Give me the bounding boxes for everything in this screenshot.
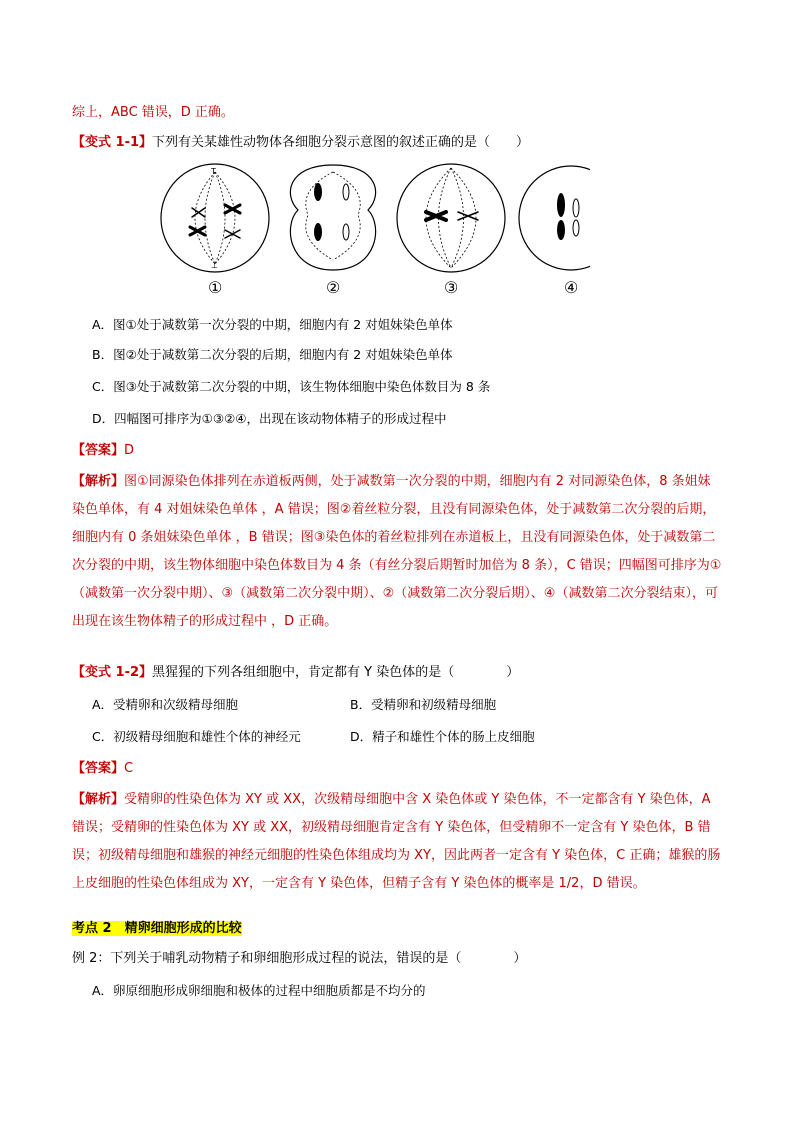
figure-label-4: ④ xyxy=(564,278,579,297)
question-2-tag: 【变式 1-2】 xyxy=(72,665,153,680)
q2-option-d: D．精子和雄性个体的肠上皮细胞 xyxy=(350,729,535,744)
q1-option-d: D．四幅图可排序为①③②④，出现在该动物体精子的形成过程中 xyxy=(92,411,447,426)
svg-text:T: T xyxy=(211,167,216,176)
q2-option-a: A．受精卵和次级精母细胞 xyxy=(92,697,239,712)
figure-label-2: ② xyxy=(326,278,341,297)
cell-3-diagram xyxy=(397,164,505,272)
q2-option-c: C．初级精母细胞和雄性个体的神经元 xyxy=(92,729,301,744)
summary-line: 综上，ABC 错误，D 正确。 xyxy=(72,105,234,120)
cell-1-diagram xyxy=(161,164,269,272)
q1-answer: 【答案】D xyxy=(72,443,135,458)
question-2-stem: 【变式 1-2】黑猩猩的下列各组细胞中，肯定都有 Y 染色体的是（ ） xyxy=(72,665,520,680)
example-2-stem: 例 2：下列关于哺乳动物精子和卵细胞形成过程的说法，错误的是（ ） xyxy=(72,951,527,966)
cell-division-figure xyxy=(160,160,590,300)
question-1-tag: 【变式 1-1】 xyxy=(72,135,153,150)
figure-label-1: ① xyxy=(208,278,223,297)
q2-analysis: 【解析】受精卵的性染色体为 XY 或 XX，次级精母细胞中含 X 染色体或 Y 染色体，不一定都含有 Y 染色体，A 错误；受精卵的性染色体为 XY 或 XX，初级精母细胞肯定含有 Y 染色体，但受精卵不一定含有 Y 染色体，B 错误；初级精母细胞和雄猴的神经元细胞的性染色体组成均为 XY，因此两者一定含有 Y 染色体，C 正确；雄猴的肠上皮细胞的性染色体组成为 XY，一定含有 Y 染色体，但精子含有 Y 染色体的概率是 1/2，D 错误。 xyxy=(72,792,721,891)
q1-option-c: C．图③处于减数第二次分裂的中期，该生物体细胞中染色体数目为 8 条 xyxy=(92,379,491,394)
figure-label-3: ③ xyxy=(444,278,459,297)
cell-diagrams-svg xyxy=(160,160,590,300)
q1-option-b: B．图②处于减数第二次分裂的后期，细胞内有 2 对姐妹染色单体 xyxy=(92,347,453,362)
q1-analysis: 【解析】图①同源染色体排列在赤道板两侧，处于减数第一次分裂的中期，细胞内有 2 对同源染色体，8 条姐妹染色单体，有 4 对姐妹染色单体 ，A 错误；图②着丝粒分裂，且没有同源染色体，处于减数第二次分裂的后期，细胞内有 0 条姐妹染色单体 ，B 错误；图③染色体的着丝粒排列在赤道板上，且没有同源染色体，处于减数第二次分裂的中期，该生物体细胞中染色体数目为 4 条（有丝分裂后期暂时加倍为 8 条），C 错误；四幅图可排序为①（减数第一次分裂中期）、③（减数第二次分裂中期）、②（减数第二次分裂后期）、④（减数第二次分裂结束），可出现在该生物体精子的形成过程中 ，D 正确。 xyxy=(72,474,722,629)
section-heading: 考点 2 精卵细胞形成的比较 xyxy=(72,921,242,936)
cell-2-diagram xyxy=(290,165,375,270)
question-1-stem: 【变式 1-1】下列有关某雄性动物体各细胞分裂示意图的叙述正确的是（ ） xyxy=(72,135,530,150)
q2-answer: 【答案】C xyxy=(72,761,134,776)
svg-text:⊥: ⊥ xyxy=(211,261,218,270)
q2-option-b: B．受精卵和初级精母细胞 xyxy=(350,697,497,712)
cell-4-diagram xyxy=(519,166,590,270)
q1-option-a: A．图①处于减数第一次分裂的中期，细胞内有 2 对姐妹染色单体 xyxy=(92,317,453,332)
ex2-option-a: A．卵原细胞形成卵细胞和极体的过程中细胞质都是不均分的 xyxy=(92,983,426,998)
